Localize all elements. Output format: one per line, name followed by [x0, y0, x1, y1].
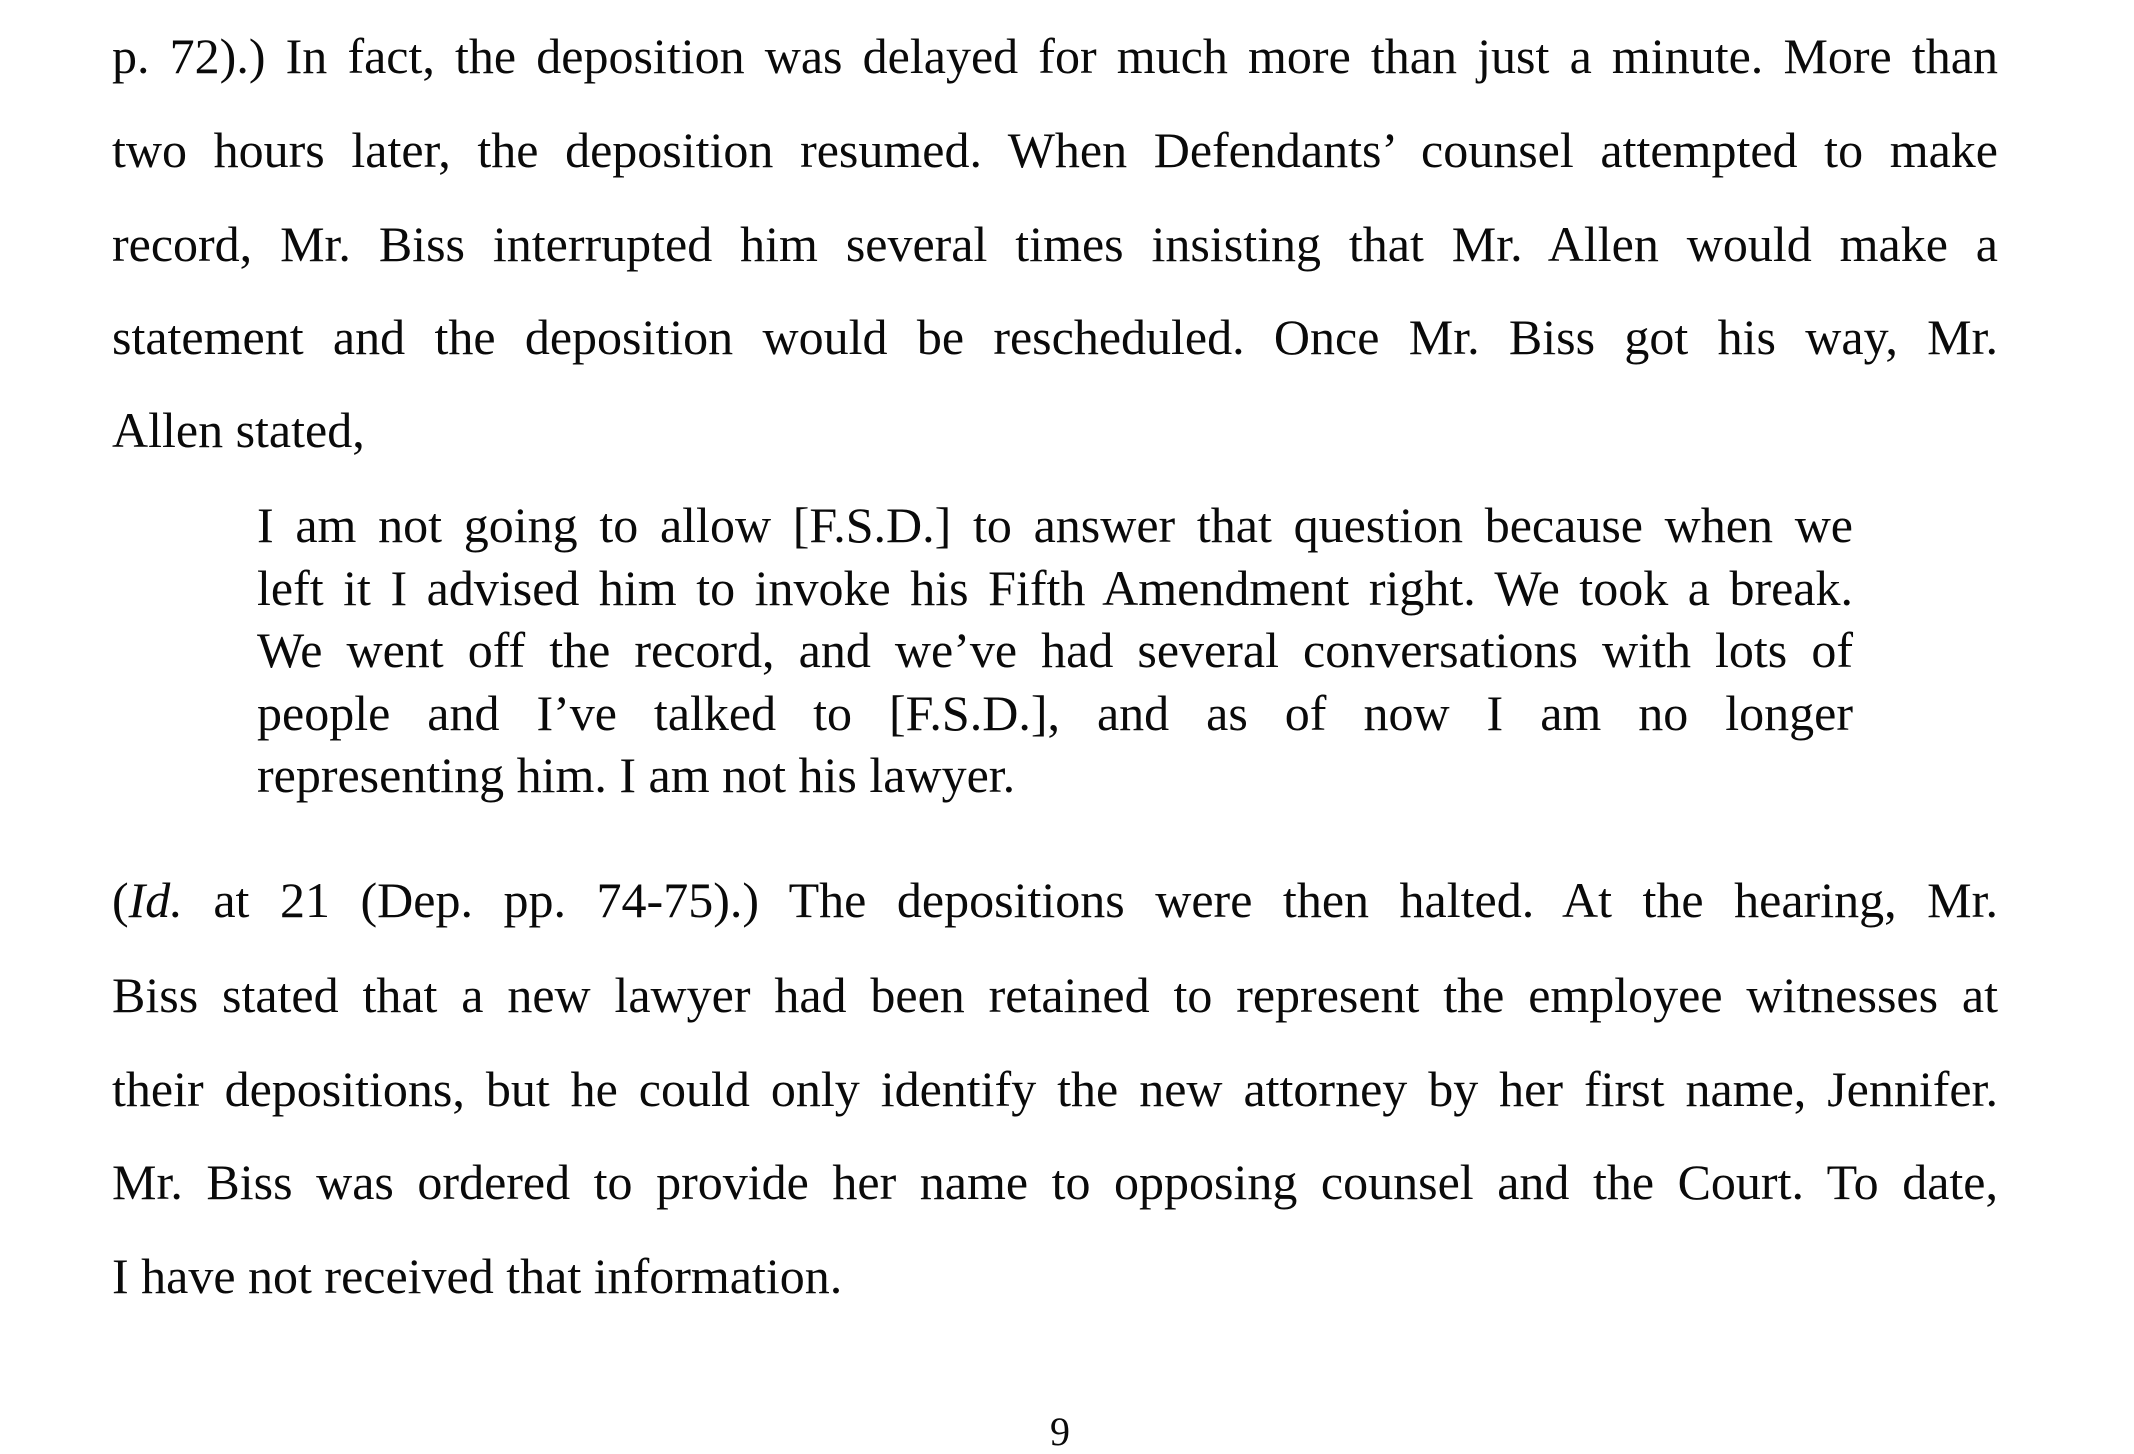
block-quote-line-3: We went off the record, and we’ve had several conversations with lots of — [257, 622, 1853, 678]
block-quote-line-5: representing him. I am not his lawyer. — [257, 747, 1016, 803]
paragraph-2-line-1-rest: at 21 (Dep. pp. 74-75).) The depositions were then halted. At the hearing, Mr. — [182, 872, 1998, 928]
page-number: 9 — [1050, 1409, 1070, 1454]
citation-id: Id. — [128, 872, 183, 928]
block-quote-line-1: I am not going to allow [F.S.D.] to answer that question because when we — [257, 497, 1853, 553]
paragraph-1-line-4: statement and the deposition would be rescheduled. Once Mr. Biss got his way, Mr. — [112, 309, 1998, 365]
paragraph-2-line-3: their depositions, but he could only identify the new attorney by her first name, Jennifer. — [112, 1061, 1998, 1117]
paragraph-1-line-5: Allen stated, — [112, 402, 365, 458]
paragraph-1-line-2: two hours later, the deposition resumed. When Defendants’ counsel attempted to make — [112, 122, 1998, 178]
block-quote-line-4: people and I’ve talked to [F.S.D.], and as of now I am no longer — [257, 685, 1853, 741]
paragraph-1-line-1: p. 72).) In fact, the deposition was delayed for much more than just a minute. More than — [112, 28, 1998, 84]
paragraph-2-line-2: Biss stated that a new lawyer had been retained to represent the employee witnesses at — [112, 967, 1998, 1023]
paragraph-2-line-4: Mr. Biss was ordered to provide her name to opposing counsel and the Court. To date, — [112, 1154, 1998, 1210]
paragraph-2-line-1 — [112, 870, 1998, 930]
paragraph-1-line-3: record, Mr. Biss interrupted him several times insisting that Mr. Allen would make a — [112, 216, 1998, 272]
block-quote-line-2: left it I advised him to invoke his Fifth Amendment right. We took a break. — [257, 560, 1853, 616]
paragraph-2-line-5: I have not received that information. — [112, 1248, 843, 1304]
citation-open-paren: ( — [112, 872, 129, 928]
